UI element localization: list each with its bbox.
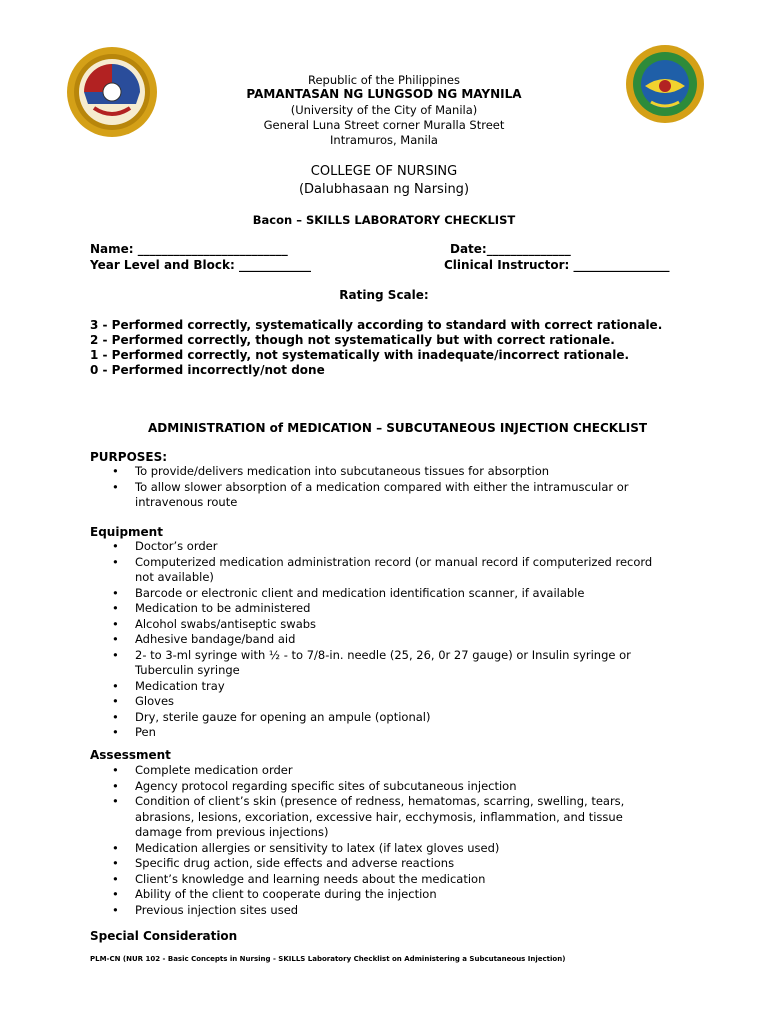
list-item: • To allow slower absorption of a medication compared with either the intramuscular or intravenous route	[90, 480, 670, 511]
equipment-heading: Equipment	[90, 525, 163, 539]
list-item: • Agency protocol regarding specific sites of subcutaneous injection	[90, 779, 670, 795]
purposes-heading: PURPOSES:	[90, 450, 168, 464]
list-item: • 2- to 3-ml syringe with ½ - to 7/8-in. needle (25, 26, 0r 27 gauge) or Insulin syringe or Tuberculin syringe	[90, 648, 670, 679]
main-checklist-title: ADMINISTRATION of MEDICATION – SUBCUTANEOUS INJECTION CHECKLIST	[148, 421, 648, 435]
republic-line: Republic of the Philippines	[307, 73, 461, 87]
list-item: • Computerized medication administration record (or manual record if computerized record not available)	[90, 555, 670, 586]
list-item: • Medication to be administered	[90, 601, 670, 617]
special-consideration-heading: Special Consideration	[90, 929, 238, 943]
rating-item-2: 2 - Performed correctly, though not systematically but with correct rationale.	[90, 333, 615, 347]
rating-item-3: 3 - Performed correctly, systematically according to standard with correct rationale.	[90, 318, 663, 332]
list-item: • Medication allergies or sensitivity to latex (if latex gloves used)	[90, 841, 670, 857]
list-item: • Dry, sterile gauze for opening an ampule (optional)	[90, 710, 670, 726]
list-item: • To provide/delivers medication into subcutaneous tissues for absorption	[90, 464, 670, 480]
university-name: PAMANTASAN NG LUNGSOD NG MAYNILA	[246, 87, 522, 101]
list-item: • Previous injection sites used	[90, 903, 670, 919]
list-item: • Adhesive bandage/band aid	[90, 632, 670, 648]
assessment-list	[90, 763, 670, 918]
clinical-instructor-field[interactable]: Clinical Instructor: ________________	[444, 258, 670, 272]
list-item: • Medication tray	[90, 679, 670, 695]
street-address: General Luna Street corner Muralla Street	[263, 118, 505, 132]
rating-scale-title: Rating Scale:	[339, 288, 429, 302]
rating-item-0: 0 - Performed incorrectly/not done	[90, 363, 325, 377]
college-tagalog-name: (Dalubhasaan ng Narsing)	[298, 182, 470, 197]
list-item: • Complete medication order	[90, 763, 670, 779]
list-item: • Ability of the client to cooperate during the injection	[90, 887, 670, 903]
equipment-list	[90, 539, 670, 741]
list-item: • Doctor’s order	[90, 539, 670, 555]
name-field[interactable]: Name: _________________________	[90, 242, 288, 256]
rating-item-1: 1 - Performed correctly, not systematically with inadequate/incorrect rationale.	[90, 348, 630, 362]
date-field[interactable]: Date:______________	[450, 242, 571, 256]
list-item: • Gloves	[90, 694, 670, 710]
assessment-heading: Assessment	[90, 748, 171, 762]
checklist-title: Bacon – SKILLS LABORATORY CHECKLIST	[252, 213, 516, 227]
university-english-name: (University of the City of Manila)	[290, 103, 478, 117]
college-name: COLLEGE OF NURSING	[310, 164, 458, 179]
year-block-field[interactable]: Year Level and Block: ____________	[90, 258, 311, 272]
list-item: • Alcohol swabs/antiseptic swabs	[90, 617, 670, 633]
page-footer: PLM-CN (NUR 102 - Basic Concepts in Nursing - SKILLS Laboratory Checklist on Administering a Subcutaneous Injection)	[90, 955, 566, 963]
list-item: • Specific drug action, side effects and adverse reactions	[90, 856, 670, 872]
list-item: • Barcode or electronic client and medication identification scanner, if available	[90, 586, 670, 602]
list-item: • Client’s knowledge and learning needs about the medication	[90, 872, 670, 888]
city-address: Intramuros, Manila	[330, 133, 438, 147]
list-item: • Pen	[90, 725, 670, 741]
list-item: • Condition of client’s skin (presence of redness, hematomas, scarring, swelling, tears, abrasions, lesions, excoriation, excessive hair, ecchymosis, inflammation, and tissue damage from previous injections)	[90, 794, 670, 841]
purposes-list	[90, 464, 670, 511]
